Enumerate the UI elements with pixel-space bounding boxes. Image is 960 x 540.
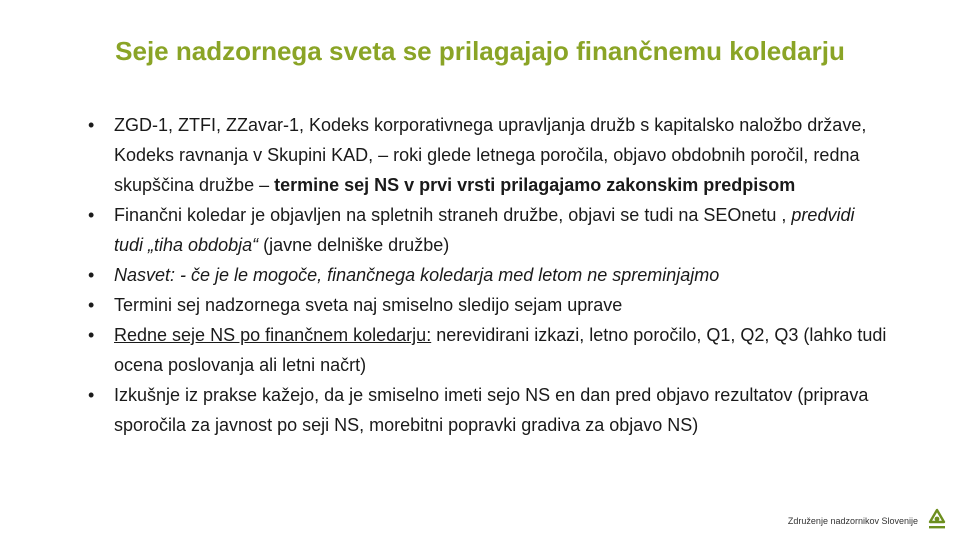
bullet-5-underline: Redne seje NS po finančnem koledarju: bbox=[114, 325, 432, 345]
bullet-4-text: Termini sej nadzornega sveta naj smiselno sledijo sejam uprave bbox=[114, 295, 623, 315]
bullet-3-italic: Nasvet: - če je le mogoče, finančnega koledarja med letom ne spreminjajmo bbox=[114, 265, 720, 285]
bullet-item-6 bbox=[88, 380, 888, 440]
bullet-2-text: Finančni koledar je objavljen na spletnih straneh družbe, objavi se tudi na SEOnetu , bbox=[114, 205, 792, 225]
bullet-2-text-end: (javne delniške družbe) bbox=[258, 235, 450, 255]
slide-title: Seje nadzornega sveta se prilagajajo finančnemu koledarju bbox=[115, 36, 845, 66]
bullet-list bbox=[88, 110, 888, 440]
association-logo-icon bbox=[928, 508, 946, 530]
bullet-item-2 bbox=[88, 200, 888, 260]
bullet-item-3 bbox=[88, 260, 888, 290]
bullet-2-italic: predvidi tudi „tiha obdobja“ bbox=[114, 205, 855, 255]
bullet-5-text: nerevidirani izkazi, letno poročilo, Q1, Q2, Q3 (lahko tudi ocena poslovanja ali letni načrt) bbox=[114, 325, 887, 375]
bullet-item-1 bbox=[88, 110, 888, 200]
bullet-item-4 bbox=[88, 290, 888, 320]
bullet-1-bold: termine sej NS v prvi vrsti prilagajamo zakonskim predpisom bbox=[274, 175, 796, 195]
footer-organization: Združenje nadzornikov Slovenije bbox=[787, 516, 918, 526]
bullet-item-5 bbox=[88, 320, 888, 380]
bullet-6-text: Izkušnje iz prakse kažejo, da je smiselno imeti sejo NS en dan pred objavo rezultatov (priprava sporočila za javnost po seji NS, morebitni popravki gradiva za objavo NS) bbox=[114, 385, 869, 435]
bullet-1-text: ZGD-1, ZTFI, ZZavar-1, Kodeks korporativnega upravljanja družb s kapitalsko naložbo države, Kodeks ravnanja v Skupini KAD, – roki glede letnega poročila, objavo obdobnih poročil, redna skupščina družbe – bbox=[114, 115, 867, 195]
